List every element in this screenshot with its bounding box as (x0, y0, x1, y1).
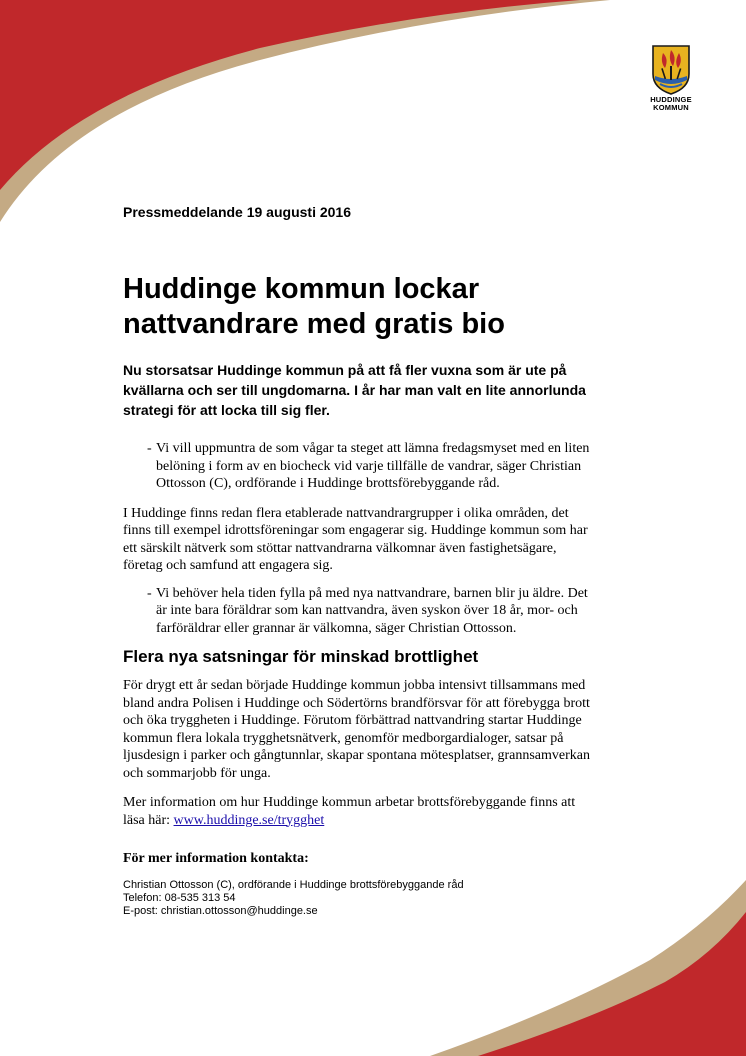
quote-dash: - (147, 441, 152, 456)
body-paragraph-1: I Huddinge finns redan flera etablerade nattvandrargrupper i olika områden, det finns till exempel idrottsföreningar som engagerar sig. Huddinge kommun som har ett särskilt nätverk som stöttar nattvandrarna välkomnar även fastighetsägare, företag och samfund att engagera sig. (123, 505, 588, 573)
quote-1-text: Vi vill uppmuntra de som vågar ta steget att lämna fredagsmyset med en liten belöning i form av en biocheck vid varje tillfälle de vandrar, säger Christian Ottosson (C), ordförande i Huddinge brottsförebyggande råd. (156, 441, 590, 491)
body-paragraph-2: För drygt ett år sedan började Huddinge kommun jobba intensivt tillsammans med bland andra Polisen i Huddinge och Södertörns brandförsvar för att förebygga brott och öka tryggheten i Huddinge. Förutom förbättrad nattvandring startar Huddinge kommun flera lokala trygghetsnätverk, genomför medborgardialoger, satsar på ljusdesign i parker och gångtunnlar, skapar spontana mötesplatser, grannsamverkan och sommarjobb för unga. (123, 678, 590, 781)
contact-phone: Telefon: 08-535 313 54 (123, 892, 236, 904)
huddinge-logo (640, 44, 702, 112)
quote-dash: - (147, 585, 152, 601)
trygghet-link[interactable]: www.huddinge.se/trygghet (173, 812, 325, 828)
page-title (123, 272, 593, 342)
quote-2-text: Vi behöver hela tiden fylla på med nya nattvandrare, barnen blir ju äldre. Det är inte bara föräldrar som kan nattvandra, även syskon över 18 år, mor- och farföräldrar eller grannar är välkomna, säger Christian Ottosson. (156, 585, 588, 636)
title-line-2: nattvandrare med gratis bio (123, 308, 505, 340)
contact-heading: För mer information kontakta: (123, 851, 309, 866)
logo-text-huddinge: HUDDINGE (650, 95, 692, 104)
coat-of-arms-icon (651, 44, 691, 96)
press-release-date: Pressmeddelande 19 augusti 2016 (123, 204, 351, 220)
section-heading: Flera nya satsningar för minskad brottlighet (123, 647, 479, 666)
quote-2 (123, 585, 593, 638)
contact-name: Christian Ottosson (C), ordförande i Huddinge brottsförebyggande råd (123, 879, 464, 891)
logo-text-kommun: KOMMUN (653, 103, 689, 112)
contact-block (123, 879, 593, 918)
title-line-1: Huddinge kommun lockar (123, 273, 480, 305)
press-release (123, 204, 593, 918)
more-info-text: Mer information om hur Huddinge kommun arbetar brottsförebyggande finns att läsa här: (123, 795, 576, 828)
contact-email: E-post: christian.ottosson@huddinge.se (123, 905, 318, 917)
top-red-swoosh (0, 0, 580, 190)
quote-1 (123, 440, 593, 493)
body-paragraph-3 (123, 794, 593, 829)
lead-paragraph: Nu storsatsar Huddinge kommun på att få fler vuxna som är ute på kvällarna och ser till ungdomarna. I år har man valt en lite annorlunda strategi för att locka till sig fler. (123, 362, 586, 418)
